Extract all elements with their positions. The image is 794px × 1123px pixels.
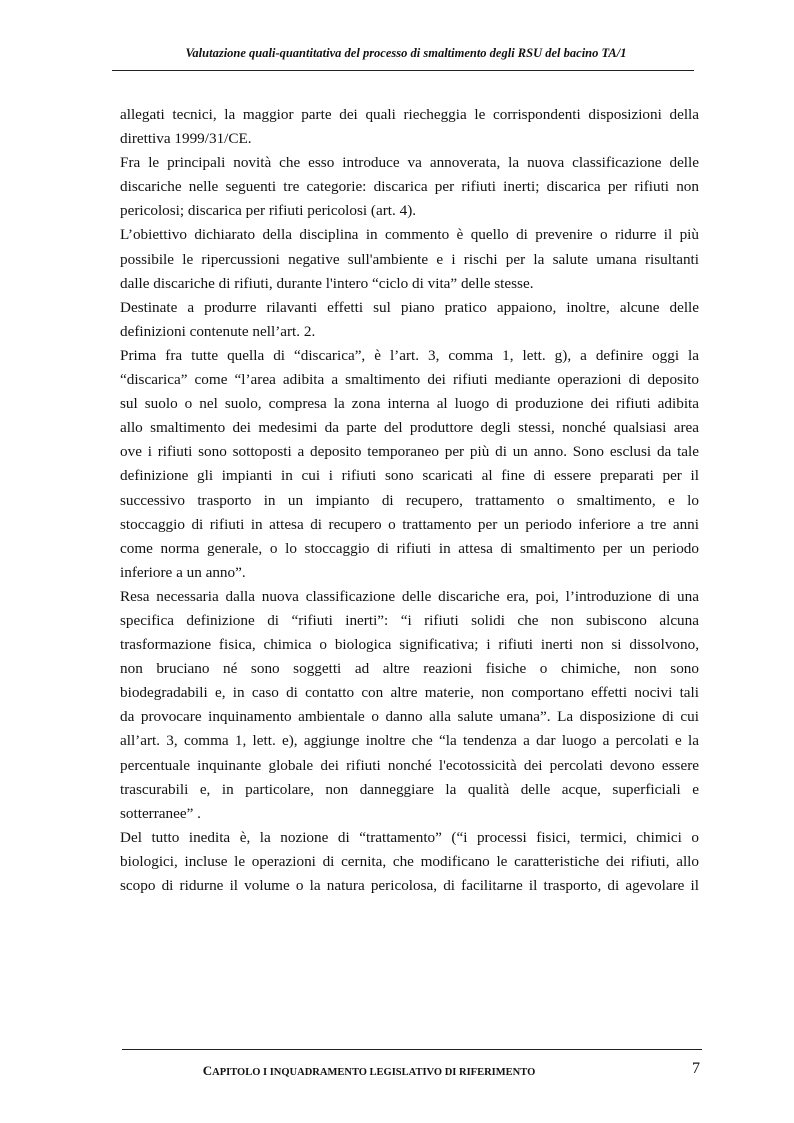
text-line: scopo di ridurne il volume o la natura pericolosa, di facilitarne il trasporto, di agevolare il — [120, 877, 699, 894]
text-line: all’art. 3, comma 1, lett. e), aggiunge inoltre che “la tendenza a dar luogo a percolati e la — [120, 732, 699, 750]
header-divider — [112, 70, 694, 71]
text-line: direttiva 1999/31/CE. — [120, 130, 252, 148]
text-line: definizione gli impianti in cui i rifiuti sono scaricati al fine di essere preparati per il — [120, 467, 699, 485]
text-line: stoccaggio di rifiuti in attesa di recupero o trattamento per un periodo inferiore a tre anni — [120, 515, 699, 533]
running-header: Valutazione quali-quantitativa del processo di smaltimento degli RSU del bacino TA/1 — [185, 46, 627, 60]
text-line: possibile le ripercussioni negative sull'ambiente e i rischi per la salute umana risultanti — [120, 250, 699, 268]
text-line: sul suolo o nel suolo, compresa la zona interna al luogo di produzione dei rifiuti adibita — [120, 395, 699, 413]
text-line: come norma generale, o lo stoccaggio di rifiuti in attesa di smaltimento per un periodo — [120, 539, 699, 557]
text-line: definizioni contenute nell’art. 2. — [120, 322, 316, 340]
chapter-initial: C — [202, 1063, 213, 1078]
chapter-title: APITOLO I INQUADRAMENTO LEGISLATIVO DI RIFERIMENTO — [212, 1067, 536, 1078]
text-line: L’obiettivo dichiarato della disciplina in commento è quello di prevenire o ridurre il più — [120, 226, 699, 244]
text-line: Destinate a produrre rilavanti effetti sul piano pratico appaiono, inoltre, alcune delle — [120, 298, 699, 316]
text-line: successivo trasporto in un impianto di recupero, trattamento o smaltimento, e lo — [120, 491, 699, 509]
text-line: inferiore a un anno”. — [120, 563, 246, 581]
text-line: trasformazione fisica, chimica o biologica significativa; i rifiuti inerti non si dissolvono, — [120, 636, 699, 654]
text-line: Resa necessaria dalla nuova classificazione delle discariche era, poi, l’introduzione di una — [120, 587, 699, 605]
text-line: specifica definizione di “rifiuti inerti”: “i rifiuti solidi che non subiscono alcuna — [120, 611, 699, 629]
text-line: allegati tecnici, la maggior parte dei quali riecheggia le corrispondenti disposizioni della — [120, 106, 699, 123]
chapter-footer — [122, 1063, 616, 1079]
document-body — [120, 103, 699, 898]
footer-divider — [122, 1049, 702, 1050]
page-number: 7 — [692, 1060, 700, 1077]
text-line: biodegradabili e, in caso di contatto con altre materie, non comportano effetti nocivi tali — [120, 684, 699, 702]
text-line: da provocare inquinamento ambientale o danno alla salute umana”. La disposizione di cui — [120, 708, 699, 726]
text-line: trascurabili e, in particolare, non danneggiare la qualità delle acque, superficiali e — [120, 780, 699, 798]
text-line: pericolosi; discarica per rifiuti pericolosi (art. 4). — [120, 202, 417, 220]
text-line: non bruciano né sono soggetti ad altre reazioni fisiche o chimiche, non sono — [120, 660, 699, 678]
text-line: Prima fra tutte quella di “discarica”, è l’art. 3, comma 1, lett. g), a definire oggi la — [120, 346, 699, 364]
text-line: sotterranee” . — [120, 804, 201, 822]
text-line: dalle discariche di rifiuti, durante l'intero “ciclo di vita” delle stesse. — [120, 274, 534, 292]
text-line: ove i rifiuti sono sottoposti a deposito temporaneo per più di un anno. Sono esclusi da tale — [120, 443, 699, 461]
text-line: discariche nelle seguenti tre categorie: discarica per rifiuti inerti; discarica per rifiuti non — [120, 178, 699, 196]
text-line: Del tutto inedita è, la nozione di “trattamento” (“i processi fisici, termici, chimici o — [120, 828, 699, 846]
text-line: Fra le principali novità che esso introduce va annoverata, la nuova classificazione delle — [120, 154, 699, 172]
text-line: percentuale inquinante globale dei rifiuti nonché l'ecotossicità dei percolati devono essere — [120, 756, 699, 774]
text-line: allo smaltimento dei medesimi da parte del produttore degli stessi, nonché qualsiasi area — [120, 419, 699, 437]
text-line: biologici, incluse le operazioni di cernita, che modificano le caratteristiche dei rifiuti, allo — [120, 852, 699, 870]
text-line: “discarica” come “l’area adibita a smaltimento dei rifiuti mediante operazioni di deposito — [120, 371, 699, 389]
